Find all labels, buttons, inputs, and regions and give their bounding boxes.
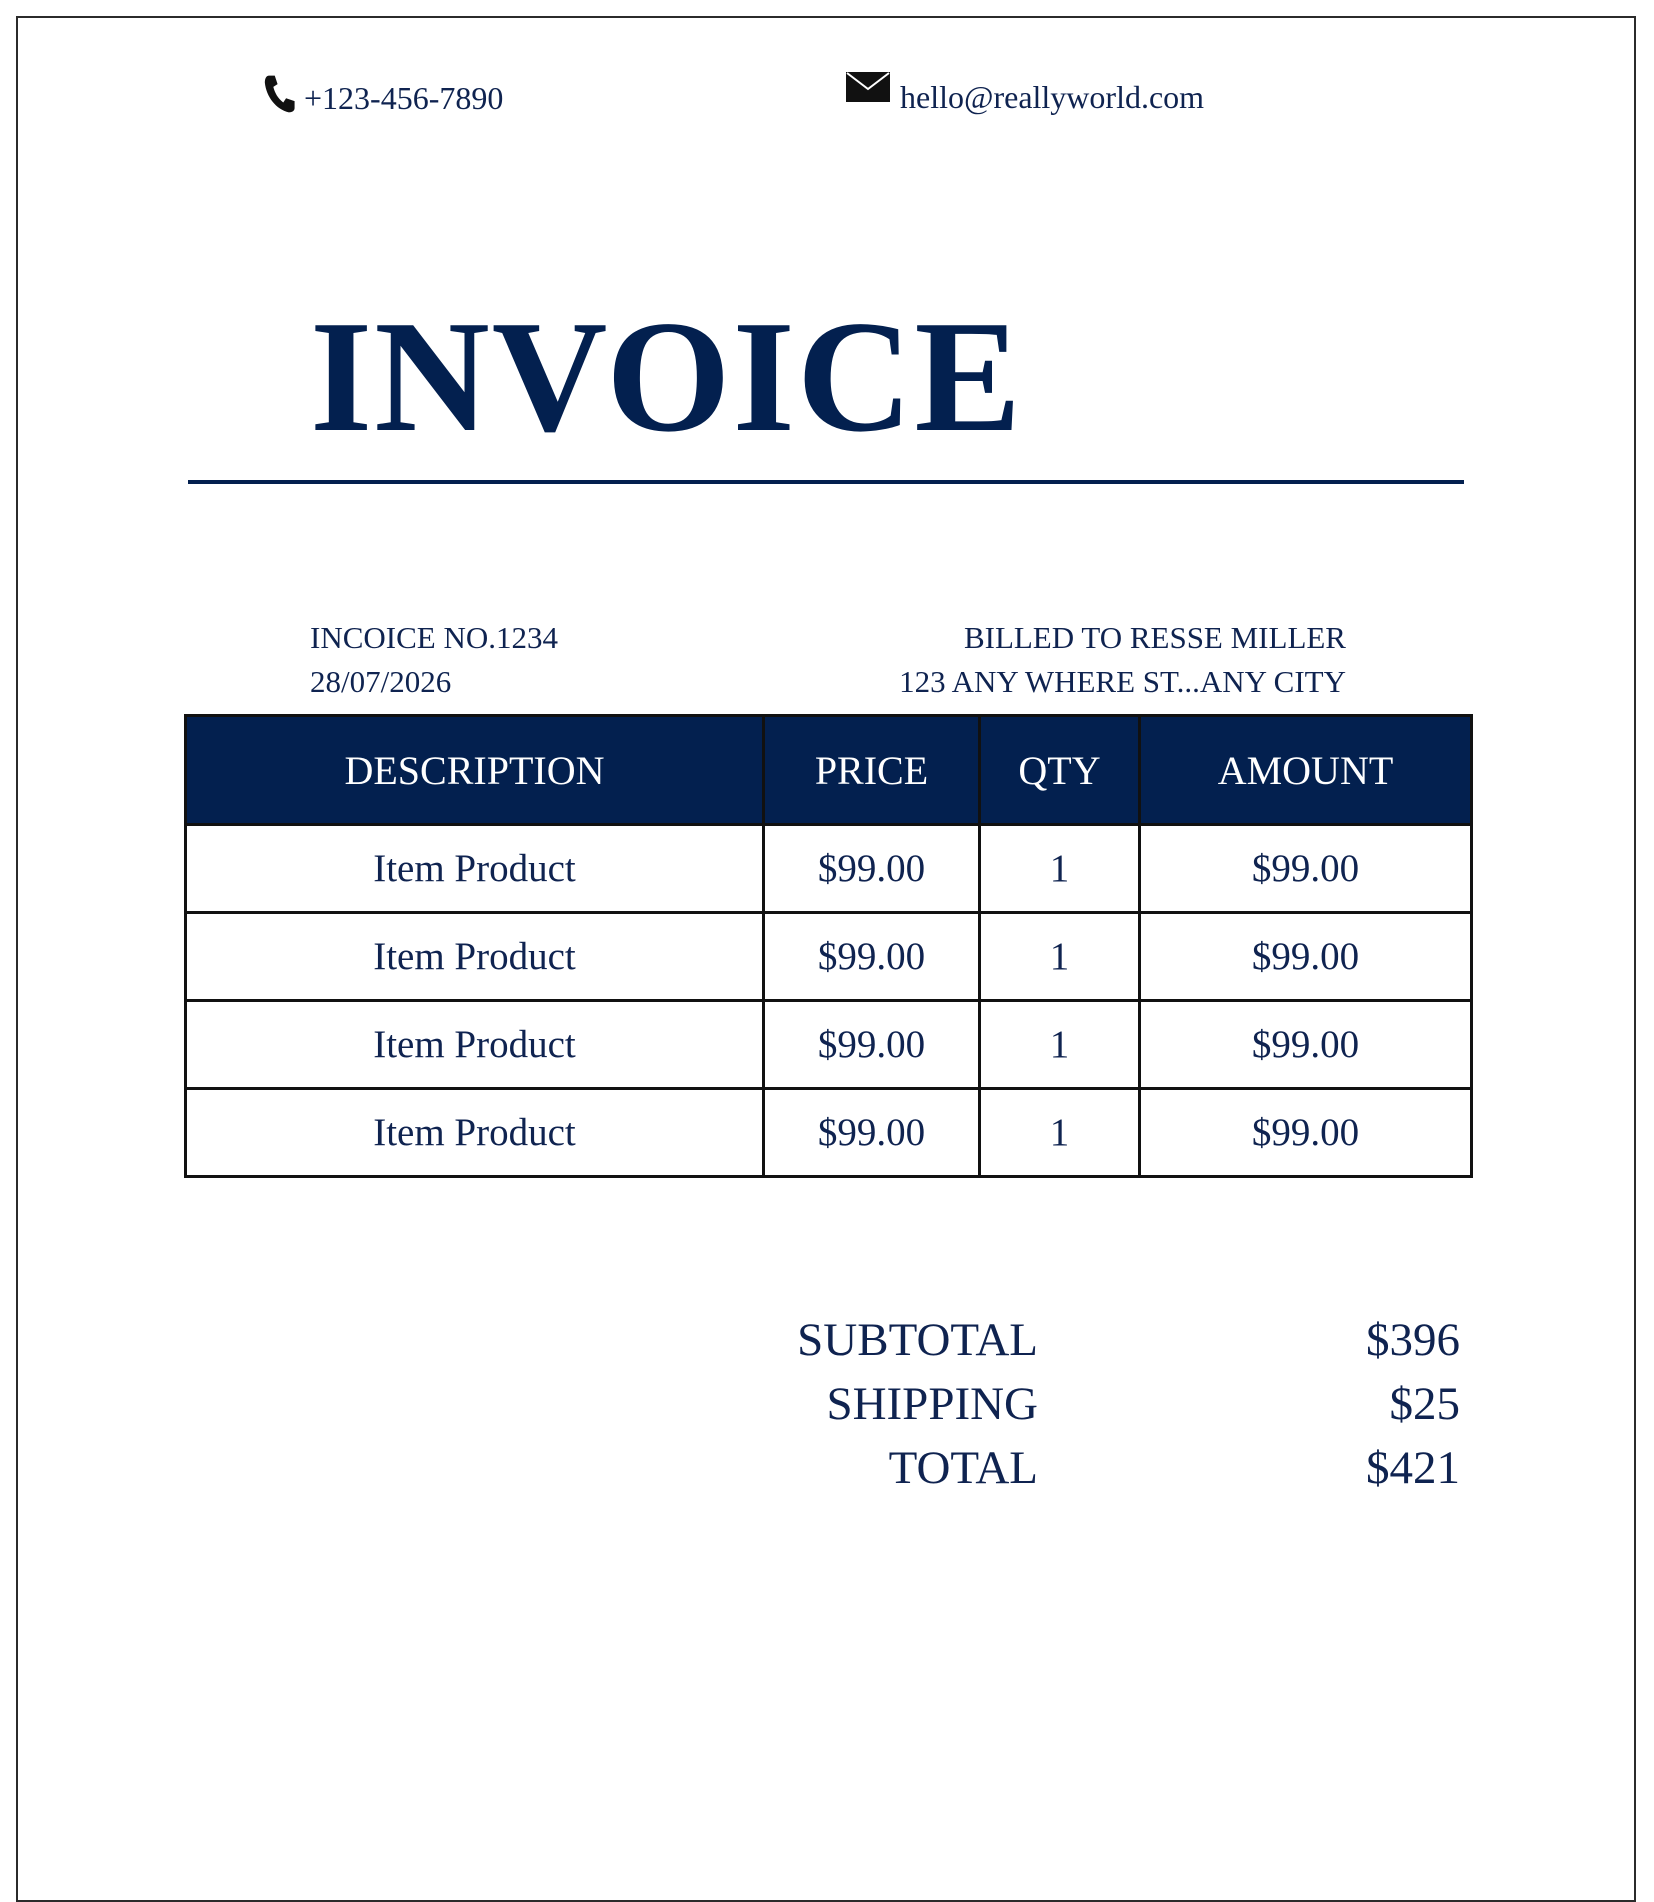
cell-amount: $99.00 (1140, 1001, 1472, 1089)
invoice-number: INCOICE NO.1234 (310, 620, 558, 655)
header-description: DESCRIPTION (186, 716, 764, 825)
header-price: PRICE (764, 716, 980, 825)
cell-qty: 1 (980, 825, 1140, 913)
cell-qty: 1 (980, 1089, 1140, 1177)
phone-icon (262, 74, 296, 122)
phone-number: +123-456-7890 (304, 79, 504, 116)
invoice-meta (310, 616, 558, 704)
cell-amount: $99.00 (1140, 1089, 1472, 1177)
total-value: $421 (1366, 1442, 1460, 1494)
subtotal-value: $396 (1366, 1314, 1460, 1366)
email-address: hello@reallyworld.com (900, 78, 1205, 115)
cell-qty: 1 (980, 913, 1140, 1001)
header-qty: QTY (980, 716, 1140, 825)
page-title: INVOICE (310, 287, 1024, 465)
header-amount: AMOUNT (1140, 716, 1472, 825)
table-header-row (186, 716, 1472, 825)
billed-to-name: BILLED TO RESSE MILLER (963, 620, 1346, 655)
items-table (184, 714, 1473, 1178)
shipping-value: $25 (1389, 1378, 1460, 1430)
billed-to (899, 616, 1346, 704)
cell-description: Item Product (186, 1001, 764, 1089)
invoice-page (16, 16, 1636, 1902)
cell-description: Item Product (186, 825, 764, 913)
billed-to-address: 123 ANY WHERE ST...ANY CITY (899, 664, 1346, 699)
subtotal-label: SUBTOTAL (797, 1314, 1038, 1366)
title-divider (188, 480, 1464, 484)
envelope-icon (846, 72, 890, 110)
shipping-label: SHIPPING (826, 1378, 1038, 1430)
cell-amount: $99.00 (1140, 913, 1472, 1001)
total-label: TOTAL (888, 1442, 1038, 1494)
invoice-date: 28/07/2026 (310, 664, 452, 699)
cell-price: $99.00 (764, 825, 980, 913)
table-row (186, 1089, 1472, 1177)
cell-price: $99.00 (764, 1089, 980, 1177)
cell-price: $99.00 (764, 1001, 980, 1089)
cell-amount: $99.00 (1140, 825, 1472, 913)
table-row (186, 825, 1472, 913)
cell-qty: 1 (980, 1001, 1140, 1089)
table-row (186, 1001, 1472, 1089)
contact-email (846, 78, 1204, 116)
cell-price: $99.00 (764, 913, 980, 1001)
cell-description: Item Product (186, 913, 764, 1001)
contact-phone (262, 74, 503, 122)
totals-labels (797, 1308, 1038, 1500)
cell-description: Item Product (186, 1089, 764, 1177)
table-row (186, 913, 1472, 1001)
totals-values (1366, 1308, 1460, 1500)
